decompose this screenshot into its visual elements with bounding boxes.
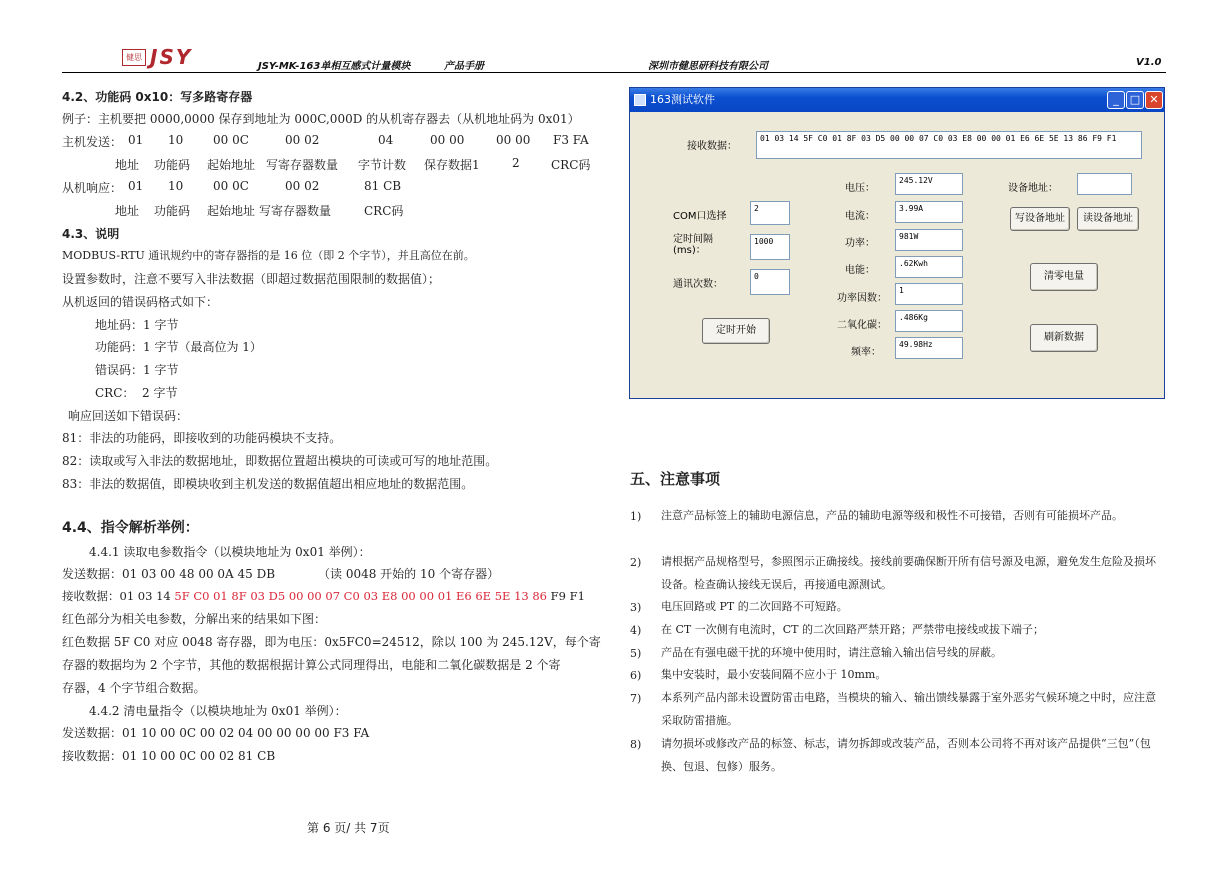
refresh-data-button[interactable]: 刷新数据 (1030, 324, 1098, 352)
power-label: 功率： (845, 238, 875, 249)
s42-send-name: 保存数据1 (424, 158, 480, 172)
power-factor-label: 功率因数： (837, 293, 887, 304)
s42-send-name: 写寄存器数量 (266, 158, 339, 172)
s42-send-name: 起始地址 (207, 158, 256, 172)
comm-count-label: 通讯次数： (673, 279, 723, 290)
s42-send-name: 字节计数 (358, 158, 407, 172)
section-4-2-title: 4.2、功能码 0x10：写多路寄存器 (62, 90, 253, 104)
s42-resp-field: 01 (128, 179, 144, 193)
s442-recv: 接收数据：01 10 00 0C 00 02 81 CB (62, 749, 276, 763)
read-address-button[interactable]: 读设备地址 (1077, 207, 1139, 231)
maximize-icon[interactable]: □ (1126, 91, 1144, 109)
window-titlebar (630, 88, 1164, 112)
interval-label: 定时间隔(ms)： (673, 234, 713, 256)
note-text: 集中安装时，最小安装间隔不应小于 10mm。 (661, 668, 887, 681)
s42-resp-field: 00 02 (285, 179, 320, 193)
comm-count-input[interactable]: 0 (750, 269, 790, 295)
s42-resp-name: 地址 (115, 204, 140, 218)
recv-data-field[interactable]: 01 03 14 5F C0 01 8F 03 D5 00 00 07 C0 03 E8 00 00 01 E6 6E 5E 13 86 F9 F1 (756, 131, 1142, 159)
err-item: 功能码：1 字节（最高位为 1） (95, 340, 262, 354)
s442-title: 4.4.2 清电量指令（以模块地址为 0x01 举例）： (89, 704, 347, 718)
header-divider (62, 72, 1166, 73)
energy-field[interactable]: .62Kwh (895, 256, 963, 278)
err-code: 83：非法的数据值，即模块收到主机发送的数据值超出相应地址的数据范围。 (62, 477, 474, 491)
note-text: 注意产品标签上的辅助电源信息，产品的辅助电源等级和极性不可接错，否则有可能损坏产品。 (661, 509, 1123, 522)
close-icon[interactable]: ✕ (1145, 91, 1163, 109)
s441-line: 红色数据 5F C0 对应 0048 寄存器，即为电压：0x5FC0=24512，除以 100 为 245.12V，每个寄 (62, 635, 601, 649)
s42-resp-name: 起始地址 (207, 204, 256, 218)
logo-seal: 健思 (122, 49, 146, 66)
s42-resp-name: CRC码 (364, 204, 404, 218)
note-text: 在 CT 一次侧有电流时，CT 的二次回路严禁开路；严禁带电接线或拔下端子； (661, 623, 1044, 636)
com-port-input[interactable]: 2 (750, 201, 790, 225)
s441-recv (62, 588, 585, 604)
err-resp: 响应回送如下错误码： (68, 409, 189, 423)
test-software-window (629, 87, 1165, 399)
frequency-label: 频率： (851, 347, 881, 358)
s441-recv-prefix: 接收数据：01 03 14 (62, 589, 175, 603)
s43-line: 从机返回的错误码格式如下： (62, 295, 219, 309)
s441-line: 红色部分为相关电参数，分解出来的结果如下图： (62, 612, 327, 626)
s42-resp-name: 写寄存器数量 (259, 204, 332, 218)
s42-send-field: 00 00 (430, 133, 465, 147)
s42-example: 例子：主机要把 0000,0000 保存到地址为 000C,000D 的从机寄存器去（从机地址码为 0x01） (62, 112, 580, 126)
err-item: 错误码：1 字节 (95, 363, 179, 377)
note-number: 3) (630, 601, 642, 614)
note-number: 1) (630, 510, 642, 523)
note-number: 6) (630, 669, 642, 682)
section-4-3-title: 4.3、说明 (62, 227, 120, 241)
s442-send: 发送数据：01 10 00 0C 00 02 04 00 00 00 00 F3 FA (62, 726, 370, 740)
section-4-4-title: 4.4、指令解析举例： (62, 520, 199, 536)
s42-resp-field: 00 0C (213, 179, 249, 193)
s42-send-field: 04 (378, 133, 394, 147)
note-number: 4) (630, 624, 642, 637)
s42-resp-name: 功能码 (154, 204, 191, 218)
s42-resp-field: 81 CB (364, 179, 402, 193)
note-text: 产品在有强电磁干扰的环境中使用时，请注意输入输出信号线的屏蔽。 (661, 646, 1002, 659)
write-address-button[interactable]: 写设备地址 (1010, 207, 1070, 231)
co2-label: 二氧化碳： (837, 320, 887, 331)
header-version: V1.0 (1136, 57, 1162, 68)
device-address-label: 设备地址： (1008, 183, 1058, 194)
energy-label: 电能： (845, 265, 875, 276)
device-address-input[interactable] (1077, 173, 1132, 195)
header-product: JSY-MK-163单相互感式计量模块 (258, 61, 411, 72)
com-port-label: COM口选择 (673, 211, 727, 222)
err-code: 81：非法的功能码，即接收到的功能码模块不支持。 (62, 431, 342, 445)
interval-input[interactable]: 1000 (750, 234, 790, 260)
company-logo (122, 45, 193, 69)
s42-send-field: 00 02 (285, 133, 320, 147)
s42-send-field: F3 FA (553, 133, 589, 147)
recv-label: 接收数据： (687, 141, 737, 152)
note-number: 2) (630, 556, 642, 569)
page-footer: 第 6 页/ 共 7页 (307, 821, 390, 835)
current-field[interactable]: 3.99A (895, 201, 963, 223)
s42-send-name: 功能码 (154, 158, 191, 172)
s43-line: MODBUS-RTU 通讯规约中的寄存器指的是 16 位（即 2 个字节），并且高位在前。 (62, 249, 475, 262)
s42-send-name: 2 (512, 156, 520, 170)
header-company: 深圳市健思研科技有限公司 (648, 61, 768, 72)
voltage-label: 电压： (845, 183, 875, 194)
s42-resp-label: 从机响应： (62, 181, 123, 195)
s42-send-field: 00 00 (496, 133, 531, 147)
power-factor-field[interactable]: 1 (895, 283, 963, 305)
s441-send: 发送数据：01 03 00 48 00 0A 45 DB (62, 567, 276, 581)
err-item: CRC： 2 字节 (95, 386, 178, 400)
logo-text: JSY (150, 45, 193, 69)
s42-resp-field: 10 (168, 179, 184, 193)
err-code: 82：读取或写入非法的数据地址，即数据位置超出模块的可读或可写的地址范围。 (62, 454, 498, 468)
s42-send-name: CRC码 (551, 158, 591, 172)
frequency-field[interactable]: 49.98Hz (895, 337, 963, 359)
s42-send-field: 10 (168, 133, 184, 147)
clear-energy-button[interactable]: 清零电量 (1030, 263, 1098, 291)
s42-send-field: 00 0C (213, 133, 249, 147)
note-number: 5) (630, 647, 642, 660)
note-text: 请根据产品规格型号，参照图示正确接线。接线前要确保断开所有信号源及电源，避免发生危险及损坏设备。检查确认接线无误后，再接通电源测试。 (661, 555, 1156, 591)
s42-send-label: 主机发送： (62, 135, 123, 149)
start-timer-button[interactable]: 定时开始 (702, 318, 770, 344)
err-item: 地址码：1 字节 (95, 318, 179, 332)
current-label: 电流： (845, 211, 875, 222)
s42-send-field: 01 (128, 133, 144, 147)
app-icon (634, 94, 646, 106)
note-number: 7) (630, 692, 642, 705)
note-text: 本系列产品内部未设置防雷击电路，当模块的输入、输出馈线暴露于室外恶劣气候环境之中时，应注意采取防雷措施。 (661, 691, 1156, 727)
voltage-field[interactable]: 245.12V (895, 173, 963, 195)
s43-line: 设置参数时，注意不要写入非法数据（即超过数据范围限制的数据值）； (62, 272, 441, 286)
window-client-area (633, 113, 1161, 397)
co2-field[interactable]: .486Kg (895, 310, 963, 332)
power-field[interactable]: 981W (895, 229, 963, 251)
header-doc-type: 产品手册 (444, 61, 484, 72)
minimize-icon[interactable]: _ (1107, 91, 1125, 109)
window-title: 163测试软件 (650, 93, 715, 106)
note-text: 请勿损坏或修改产品的标签、标志，请勿拆卸或改装产品，否则本公司将不再对该产品提供“三包”（包换、包退、包修）服务。 (661, 737, 1151, 773)
s441-title: 4.4.1 读取电参数指令（以模块地址为 0x01 举例）： (89, 545, 371, 559)
note-text: 电压回路或 PT 的二次回路不可短路。 (661, 600, 848, 613)
s441-line: 存器，4 个字节组合数据。 (62, 681, 206, 695)
s441-send-note: （读 0048 开始的 10 个寄存器） (318, 567, 500, 581)
s441-line: 存器的数据均为 2 个字节，其他的数据根据计算公式同理得出，电能和二氧化碳数据是 2 个寄 (62, 658, 561, 672)
note-number: 8) (630, 738, 642, 751)
s441-recv-red: 5F C0 01 8F 03 D5 00 00 07 C0 03 E8 00 00 01 E6 6E 5E 13 86 (174, 589, 548, 603)
s441-recv-suffix: F9 F1 (547, 589, 585, 603)
s42-send-name: 地址 (115, 158, 140, 172)
section-5-title: 五、注意事项 (630, 470, 721, 488)
